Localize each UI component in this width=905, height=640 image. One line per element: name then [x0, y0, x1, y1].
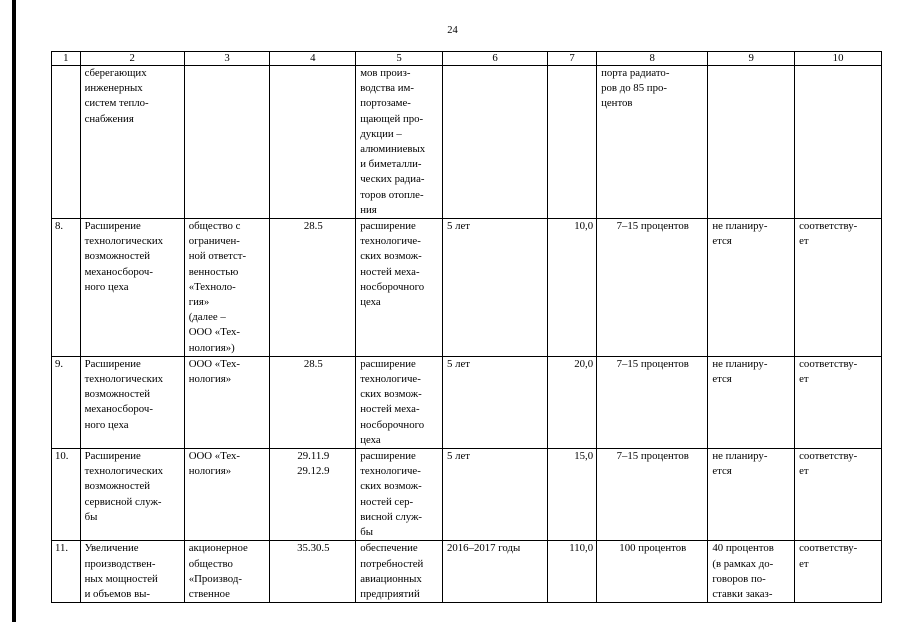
- project-name-cell: Расширение технологических возможностей механосбороч- ного цеха: [80, 356, 184, 448]
- project-name-cell: Увеличение производствен- ных мощностей и объемов вы-: [80, 541, 184, 603]
- okved-code-cell: 28.5: [270, 356, 356, 448]
- table-row: [52, 356, 882, 448]
- row-number-cell: 9.: [52, 356, 81, 448]
- row-number-cell: [52, 66, 81, 219]
- goal-cell: расширение технологиче- ских возмож- ностей меха- носборочного цеха: [356, 219, 443, 357]
- project-name-cell: Расширение технологических возможностей механосбороч- ного цеха: [80, 219, 184, 357]
- column-number: 10: [795, 52, 882, 66]
- goal-cell: обеспечение потребностей авиационных предприятий: [356, 541, 443, 603]
- goal-cell: расширение технологиче- ских возмож- ностей меха- носборочного цеха: [356, 356, 443, 448]
- export-cell: 40 процентов (в рамках до- говоров по- ставки заказ-: [708, 541, 795, 603]
- column-number: 4: [270, 52, 356, 66]
- column-number: 2: [80, 52, 184, 66]
- organization-cell: общество с ограничен- ной ответст- венностью «Техноло- гия» (далее – ООО «Тех- нология»): [184, 219, 270, 357]
- row-number-cell: 10.: [52, 449, 81, 541]
- compliance-cell: соответству- ет: [795, 219, 882, 357]
- compliance-cell: [795, 66, 882, 219]
- column-number: 7: [548, 52, 597, 66]
- column-number: 1: [52, 52, 81, 66]
- program-table: [51, 51, 882, 603]
- goal-cell: расширение технологиче- ских возмож- ностей сер- висной служ- бы: [356, 449, 443, 541]
- import-share-cell: 7–15 процентов: [597, 449, 708, 541]
- column-number: 3: [184, 52, 270, 66]
- okved-code-cell: 28.5: [270, 219, 356, 357]
- table-row: [52, 449, 882, 541]
- export-cell: не планиру- ется: [708, 449, 795, 541]
- table-row: [52, 541, 882, 603]
- column-number: 8: [597, 52, 708, 66]
- column-number: 5: [356, 52, 443, 66]
- row-number-cell: 11.: [52, 541, 81, 603]
- okved-code-cell: 29.11.9 29.12.9: [270, 449, 356, 541]
- project-name-cell: сберегающих инженерных систем тепло- снабжения: [80, 66, 184, 219]
- period-cell: 5 лет: [442, 219, 547, 357]
- organization-cell: ООО «Тех- нология»: [184, 449, 270, 541]
- amount-cell: 15,0: [548, 449, 597, 541]
- organization-cell: акционерное общество «Производ- ственное: [184, 541, 270, 603]
- goal-cell: мов произ- водства им- портозаме- щающей про- дукции – алюминиевых и биметалли- ческих радиа- торов отопле- ния: [356, 66, 443, 219]
- amount-cell: 110,0: [548, 541, 597, 603]
- period-cell: 5 лет: [442, 356, 547, 448]
- project-name-cell: Расширение технологических возможностей сервисной служ- бы: [80, 449, 184, 541]
- column-number: 6: [442, 52, 547, 66]
- import-share-cell: 7–15 процентов: [597, 356, 708, 448]
- organization-cell: ООО «Тех- нология»: [184, 356, 270, 448]
- compliance-cell: соответству- ет: [795, 356, 882, 448]
- amount-cell: 10,0: [548, 219, 597, 357]
- table-row: [52, 66, 882, 219]
- period-cell: 2016–2017 годы: [442, 541, 547, 603]
- export-cell: [708, 66, 795, 219]
- organization-cell: [184, 66, 270, 219]
- export-cell: не планиру- ется: [708, 356, 795, 448]
- amount-cell: [548, 66, 597, 219]
- compliance-cell: соответству- ет: [795, 449, 882, 541]
- page-left-border: [12, 0, 16, 622]
- column-number-row: [52, 52, 882, 66]
- import-share-cell: 100 процентов: [597, 541, 708, 603]
- column-number: 9: [708, 52, 795, 66]
- table-row: [52, 219, 882, 357]
- import-share-cell: 7–15 процентов: [597, 219, 708, 357]
- okved-code-cell: [270, 66, 356, 219]
- import-share-cell: порта радиато- ров до 85 про- центов: [597, 66, 708, 219]
- compliance-cell: соответству- ет: [795, 541, 882, 603]
- okved-code-cell: 35.30.5: [270, 541, 356, 603]
- page-number: 24: [447, 25, 458, 36]
- period-cell: 5 лет: [442, 449, 547, 541]
- amount-cell: 20,0: [548, 356, 597, 448]
- row-number-cell: 8.: [52, 219, 81, 357]
- period-cell: [442, 66, 547, 219]
- export-cell: не планиру- ется: [708, 219, 795, 357]
